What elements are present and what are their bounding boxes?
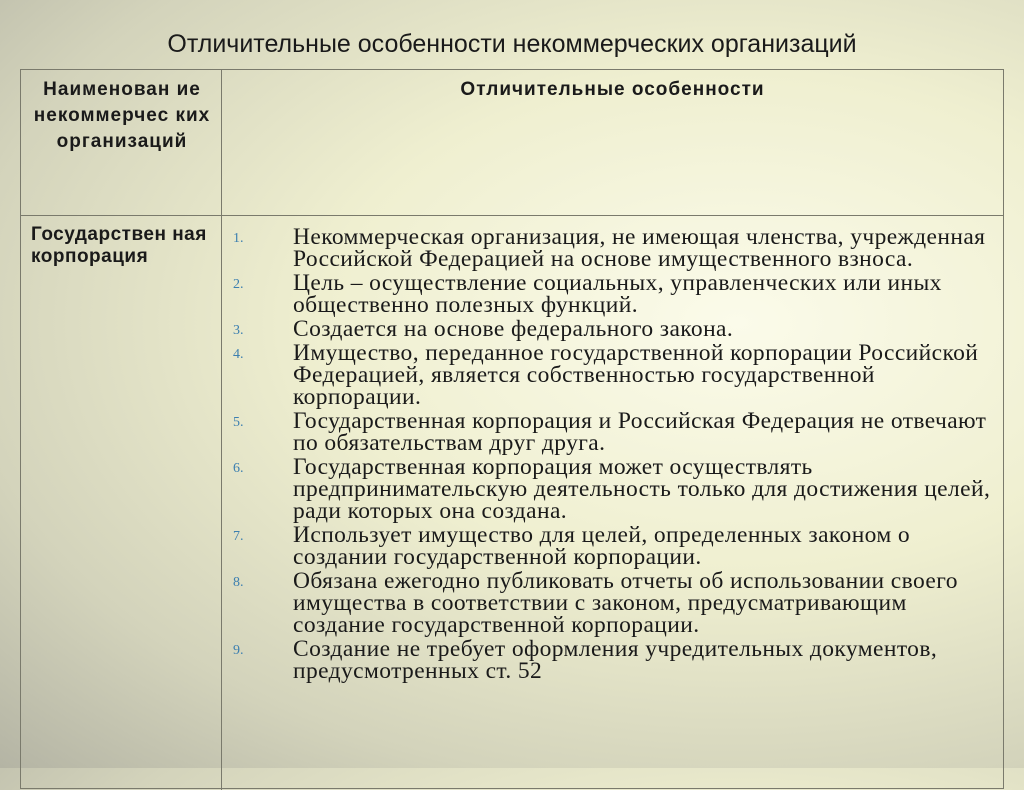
list-number: 4. — [233, 347, 244, 362]
features-table — [20, 69, 1004, 789]
list-number: 1. — [233, 231, 244, 246]
feature-text: Использует имущество для целей, определенных законом о создании государственной корпорации. — [293, 522, 911, 570]
list-item — [233, 570, 999, 636]
feature-text: Создается на основе федерального закона. — [293, 316, 734, 342]
list-item — [233, 456, 999, 522]
column-divider — [221, 70, 222, 790]
table-header-row — [21, 70, 1003, 216]
list-item — [233, 524, 999, 568]
slide-title: Отличительные особенности некоммерческих организаций — [167, 30, 857, 58]
header-features: Отличительные особенности — [460, 79, 765, 100]
feature-text: Обязана ежегодно публиковать отчеты об использовании своего имущества в соответствии с законом, предусматривающим создание государственной корпорации. — [293, 568, 958, 638]
feature-text: Государственная корпорация и Российская Федерация не отвечают по обязательствам друг друга. — [293, 408, 987, 456]
list-number: 3. — [233, 323, 244, 338]
feature-text: Некоммерческая организация, не имеющая членства, учрежденная Российской Федерацией на основе имущественного взноса. — [293, 224, 986, 272]
org-name-cell: Государствен ная корпорация — [31, 224, 207, 267]
feature-text: Государственная корпорация может осуществлять предпринимательскую деятельность только для достижения целей, ради которых она создана. — [293, 454, 991, 524]
list-number: 2. — [233, 277, 244, 292]
list-item — [233, 318, 999, 340]
list-number: 8. — [233, 575, 244, 590]
feature-text: Имущество, переданное государственной корпорации Российской Федерацией, является собственностью государственной корпорации. — [293, 340, 979, 410]
list-item — [233, 272, 999, 316]
header-org-name: Наименован ие некоммерчес ких организаций — [33, 79, 211, 152]
features-list — [233, 226, 999, 684]
list-number: 6. — [233, 461, 244, 476]
feature-text: Цель – осуществление социальных, управленческих или иных общественно полезных функций. — [293, 270, 942, 318]
list-item — [233, 342, 999, 408]
list-item — [233, 226, 999, 270]
list-number: 7. — [233, 529, 244, 544]
feature-text: Создание не требует оформления учредительных документов, предусмотренных ст. 52 — [293, 636, 938, 684]
list-number: 9. — [233, 643, 244, 658]
list-number: 5. — [233, 415, 244, 430]
list-item — [233, 638, 999, 682]
list-item — [233, 410, 999, 454]
